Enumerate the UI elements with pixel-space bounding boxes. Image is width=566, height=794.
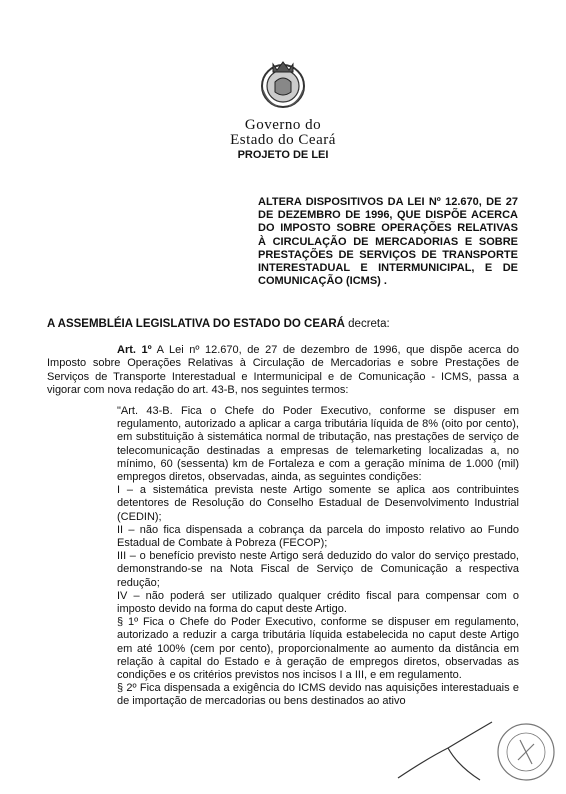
article-1-text: A Lei nº 12.670, de 27 de dezembro de 1996, que dispõe acerca do Imposto sobre Operações Relativas à Circulação de Mercadorias e sobre Prestações de Serviços de Transporte Interestadual e Intermunicipal e de Comunicação - ICMS, passa a vigorar com nova redação do art. 43-B, nos seguintes termos: [47,344,519,397]
ementa: ALTERA DISPOSITIVOS DA LEI Nº 12.670, DE 27 DE DEZEMBRO DE 1996, QUE DISPÕE ACERCA DO IMPOSTO SOBRE OPERAÇÕES RELATIVAS À CIRCULAÇÃO DE MERCADORIAS E SOBRE PRESTAÇÕES DE SERVIÇOS DE TRANSPORTE INTERESTADUAL E INTERMUNICIPAL, E DE COMUNICAÇÃO (ICMS) . [258,196,518,288]
round-stamp-icon [494,720,558,784]
paragraph-2: § 2º Fica dispensada a exigência do ICMS devido nas aquisições interestaduais e de importação de mercadorias ou bens destinados ao ativo [117,682,519,708]
inciso-2: II – não fica dispensada a cobrança da parcela do imposto relativo ao Fundo Estadual de Combate à Pobreza (FECOP); [117,523,519,550]
inciso-4: IV – não poderá ser utilizado qualquer crédito fiscal para compensar com o imposto devido na forma do caput deste Artigo. [117,589,519,616]
article-43b-quote [117,405,519,709]
article-1-label: Art. 1º [117,344,152,356]
document-type: PROJETO DE LEI [237,149,329,161]
decree-verb: decreta: [348,318,390,330]
paragraph-1: § 1º Fica o Chefe do Poder Executivo, conforme se dispuser em regulamento, autorizado a reduzir a carga tributária líquida estabelecida no caput deste Artigo em até 100% (cem por cento), proporcionalmente ao aumento da distância em relação à capital do Estado e à geração de empregos diretos, observadas as condições e os critérios previstos nos incisos I a III, e em regulamento. [117,616,519,682]
article-43b-caput: "Art. 43-B. Fica o Chefe do Poder Executivo, conforme se dispuser em regulamento, autorizado a aplicar a carga tributária líquida de 8% (oito por cento), em substituição à sistemática normal de tributação, nas prestações de serviço de telecomunicação destinadas a empresas de telemarketing localizadas a, no mínimo, 60 (sessenta) km de Fortaleza e com a geração mínima de 1.000 (mil) empregos diretos, observadas, ainda, as seguintes condições: [117,405,519,484]
inciso-1: I – a sistemática prevista neste Artigo somente se aplica aos contribuintes detentores de Resolução do Conselho Estadual de Desenvolvimento Industrial (CEDIN); [117,484,519,523]
signature-icon [388,718,508,788]
assembly-name: A ASSEMBLÉIA LEGISLATIVA DO ESTADO DO CEARÁ [47,318,345,330]
government-title-line2: Estado do Ceará [230,132,336,148]
decree-line [47,318,527,330]
state-coat-of-arms-icon [255,56,311,112]
article-1 [47,344,519,398]
government-title-line1: Governo do [244,117,322,133]
inciso-3: III – o benefício previsto neste Artigo será deduzido do valor do serviço prestado, demonstrando-se na Nota Fiscal de Serviço de Comunicação a respectiva redução; [117,550,519,589]
